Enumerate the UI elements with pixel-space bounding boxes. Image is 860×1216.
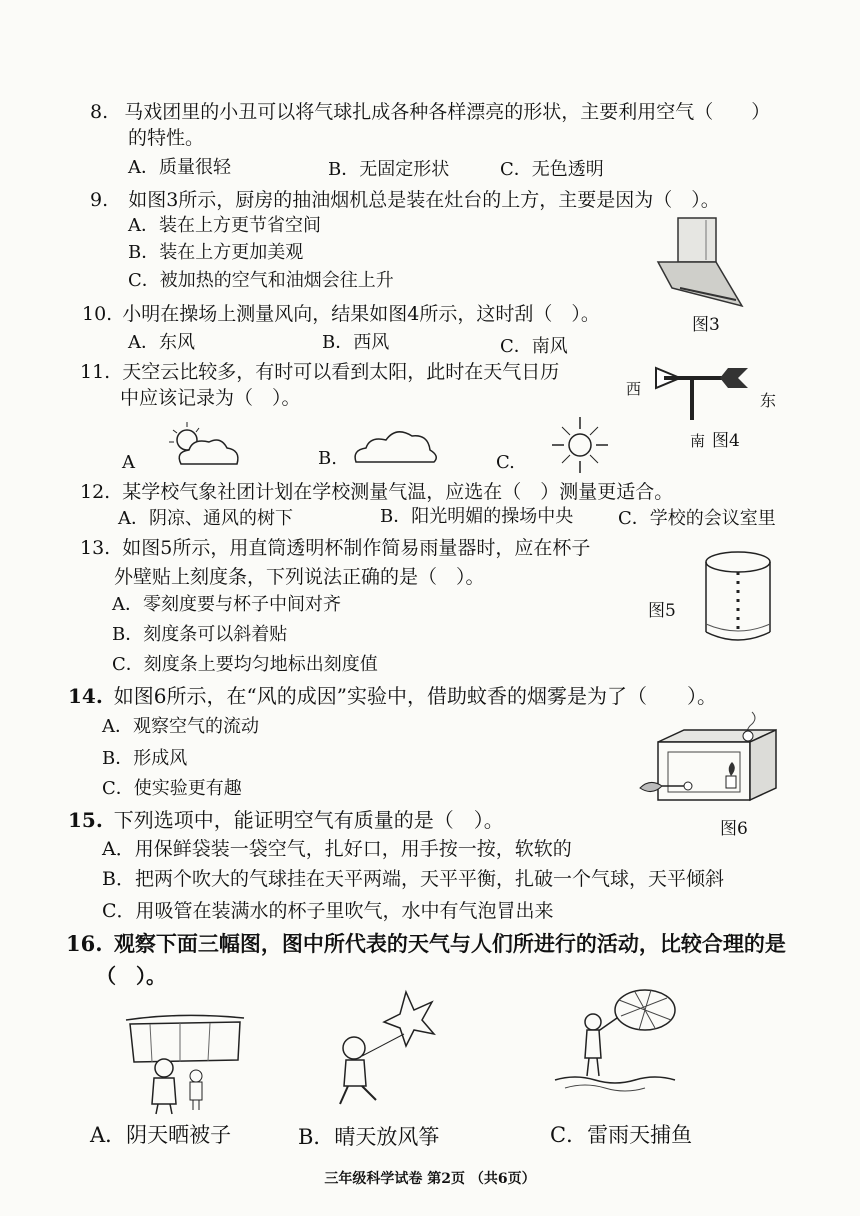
question-text: 如图3所示，厨房的抽油烟机总是装在灶台的上方，主要是因为（ ）。	[128, 189, 720, 211]
option-c[interactable]: C．用吸管在装满水的杯子里吹气，水中有气泡冒出来	[102, 900, 554, 922]
cloudy-icon	[350, 420, 440, 470]
option-a[interactable]: A	[122, 452, 135, 473]
question-11	[80, 358, 559, 386]
flying-kite-illustration	[330, 990, 440, 1110]
option-b[interactable]: B．晴天放风筝	[298, 1125, 440, 1149]
question-13	[80, 534, 590, 562]
question-text: 如图6所示，在“风的成因”实验中，借助蚊香的烟雾是为了（ ）。	[113, 684, 717, 708]
wind-west-label: 西	[626, 380, 642, 398]
question-12	[80, 478, 673, 506]
question-number: 12.	[80, 481, 111, 503]
option-b[interactable]: B．把两个吹大的气球挂在天平两端，天平平衡，扎破一个气球，天平倾斜	[102, 868, 724, 890]
question-14	[68, 682, 717, 710]
option-c[interactable]: C．学校的会议室里	[618, 508, 776, 529]
option-c[interactable]: C.	[496, 452, 515, 473]
partly-cloudy-icon	[165, 420, 245, 470]
option-b[interactable]: B．无固定形状	[328, 159, 450, 180]
option-c[interactable]: C．刻度条上要均匀地标出刻度值	[112, 654, 378, 675]
question-number: 14.	[68, 684, 103, 708]
question-number: 13.	[80, 537, 111, 559]
option-a[interactable]: A．阴凉、通风的树下	[118, 508, 293, 529]
figure-6-caption: 图6	[720, 819, 748, 839]
wind-east-label: 东	[760, 391, 777, 410]
question-number: 8.	[90, 101, 109, 123]
option-c[interactable]: C．被加热的空气和油烟会往上升	[128, 270, 394, 291]
option-b[interactable]: B．装在上方更加美观	[128, 242, 304, 263]
question-9	[90, 186, 720, 214]
question-16	[66, 930, 786, 958]
question-text: 下列选项中，能证明空气有质量的是（ ）。	[113, 808, 504, 832]
question-text: 某学校气象社团计划在学校测量气温，应选在（ ）测量更适合。	[122, 481, 674, 503]
figure-4-caption: 图4	[712, 431, 740, 451]
wind-south-label: 南	[690, 432, 706, 450]
option-a[interactable]: A．质量很轻	[128, 157, 231, 178]
option-c[interactable]: C．南风	[500, 336, 568, 357]
range-hood-figure	[650, 210, 750, 310]
question-text: 天空云比较多，有时可以看到太阳，此时在天气日历	[122, 361, 560, 383]
question-15	[68, 806, 504, 834]
question-number: 9.	[90, 189, 109, 211]
question-11-cont: 中应该记录为（ ）。	[120, 387, 301, 409]
question-text: 马戏团里的小丑可以将气球扎成各种各样漂亮的形状，主要利用空气（ ）	[124, 101, 771, 123]
option-a[interactable]: A．东风	[128, 332, 195, 353]
option-c[interactable]: C．无色透明	[500, 159, 604, 180]
question-number: 10.	[82, 303, 113, 325]
question-number: 15.	[68, 808, 103, 832]
option-b[interactable]: B．形成风	[102, 748, 188, 769]
question-number: 11.	[80, 361, 111, 383]
question-13-cont: 外壁贴上刻度条，下列说法正确的是（ ）。	[114, 566, 485, 588]
option-a[interactable]: A．装在上方更节省空间	[128, 215, 321, 236]
option-a[interactable]: A．用保鲜袋装一袋空气，扎好口，用手按一按，软软的	[102, 838, 572, 860]
question-16-cont: （ ）。	[96, 964, 166, 988]
option-b[interactable]: B.	[318, 448, 337, 469]
option-c[interactable]: C．雷雨天捕鱼	[550, 1123, 693, 1147]
question-8-cont: 的特性。	[128, 127, 205, 149]
option-c[interactable]: C．使实验更有趣	[102, 778, 242, 799]
question-text: 小明在操场上测量风向，结果如图4所示，这时刮（ ）。	[122, 303, 600, 325]
question-text: 观察下面三幅图，图中所代表的天气与人们所进行的活动，比较合理的是	[113, 931, 786, 956]
option-b[interactable]: B．西风	[322, 332, 390, 353]
option-a[interactable]: A．零刻度要与杯子中间对齐	[112, 594, 341, 615]
rain-gauge-figure	[700, 548, 780, 648]
question-number: 16.	[66, 931, 103, 956]
wind-vane-figure	[620, 360, 780, 430]
figure-5-caption: 图5	[648, 601, 676, 621]
option-b[interactable]: B．刻度条可以斜着贴	[112, 624, 288, 645]
question-8	[90, 98, 770, 126]
sunny-icon	[550, 415, 610, 475]
fishing-illustration	[555, 980, 685, 1100]
drying-quilt-illustration	[120, 1010, 250, 1115]
wind-experiment-box-figure	[640, 712, 790, 812]
question-10	[82, 300, 600, 328]
figure-3-caption: 图3	[692, 315, 720, 335]
page-footer: 三年级科学试卷 第2页 （共6页）	[324, 1171, 536, 1187]
option-a[interactable]: A．阴天晒被子	[90, 1123, 232, 1147]
option-a[interactable]: A．观察空气的流动	[102, 716, 259, 737]
question-text: 如图5所示，用直筒透明杯制作简易雨量器时，应在杯子	[122, 537, 591, 559]
option-b[interactable]: B．阳光明媚的操场中央	[380, 506, 574, 527]
